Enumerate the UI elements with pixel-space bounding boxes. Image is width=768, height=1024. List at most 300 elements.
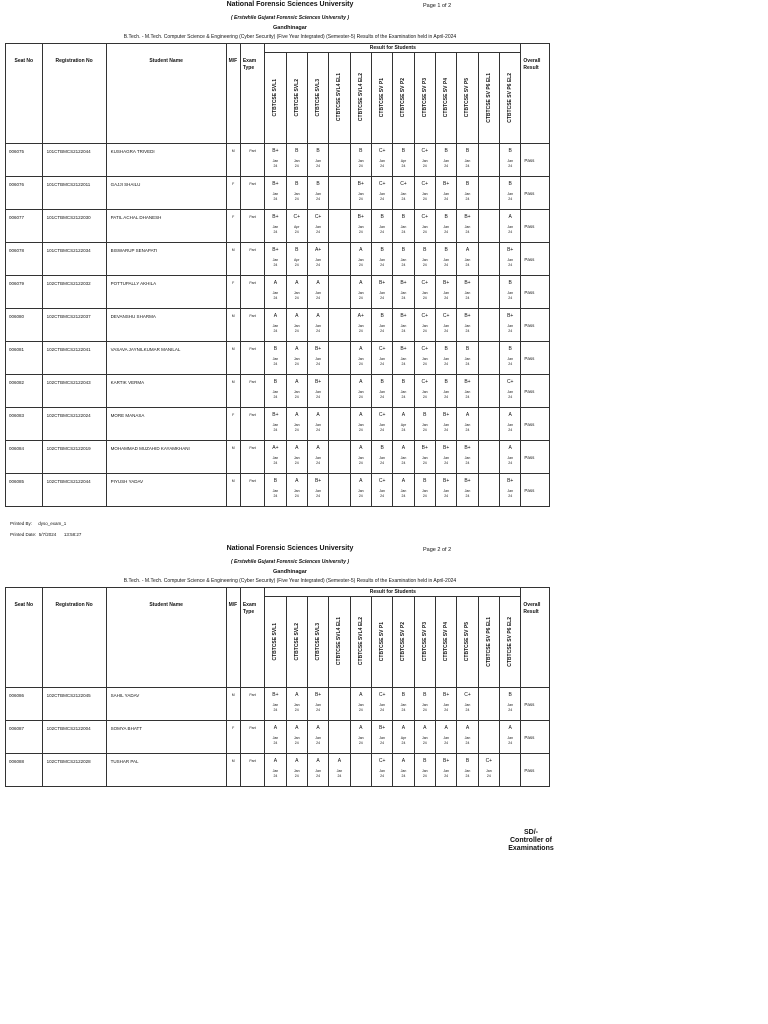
university-city: Gandhinagar [273,569,307,575]
gender: M [226,144,240,177]
grade: C+ [314,214,322,220]
grade-cell [265,754,286,787]
exam-session: Jan 24 [443,736,449,745]
grade-cell [329,754,350,787]
seat-no: 006088 [6,754,43,787]
grade-cell [478,754,499,787]
exam-type: Part [240,276,264,309]
results-table-page-2 [5,587,550,787]
overall-result: Pass [521,276,550,309]
grade: C+ [378,181,386,187]
grade: B [295,148,299,154]
grade-cell [371,474,392,507]
table-row [6,177,550,210]
subject-label: CTBTCSE SV P6 EL2 [507,616,514,667]
exam-session: Jan 24 [272,225,279,234]
student-name: SAHIL YADAV [106,688,226,721]
grade-cell [307,441,328,474]
exam-session: Jan 24 [443,258,449,267]
seat-no: 006075 [6,144,43,177]
grade-cell [414,721,435,754]
grade: B+ [400,313,407,319]
grade-cell [478,342,499,375]
exam-session: Jan 24 [272,703,279,712]
exam-session: Jan 24 [272,456,279,465]
grade: B+ [443,280,450,286]
grade-cell [457,144,478,177]
grade: A [359,692,363,698]
grade: B+ [272,247,279,253]
seat-no-header: Seat No [6,44,43,144]
exam-session: Jan 24 [464,423,471,432]
subject-label: CTBTCSE SVL4 EL1 [336,73,343,122]
subject-header [265,597,286,688]
grade: A [295,379,299,385]
grade-cell [457,754,478,787]
grade: B [401,214,406,220]
exam-type: Part [240,342,264,375]
grade: B+ [443,445,450,451]
subject-header [393,597,414,688]
grade-cell [500,210,521,243]
subject-label: CTBTCSE SVL3 [315,78,322,117]
grade-cell [435,688,456,721]
grade: B [508,280,512,286]
subject-header [435,597,456,688]
subject-header [457,53,478,144]
grade-cell [457,408,478,441]
grade: C+ [378,478,386,484]
exam-session: Jan 24 [379,456,385,465]
exam-type: Part [240,441,264,474]
grade-cell [329,210,350,243]
subject-header [329,53,350,144]
exam-session: Jan 24 [464,456,471,465]
grade-cell [329,243,350,276]
grade-cell [286,375,307,408]
exam-session: Jan 24 [315,390,321,399]
subject-label: CTBTCSE SV P2 [400,621,407,662]
exam-session: Jan 24 [400,456,407,465]
exam-session: Apr 24 [294,225,300,234]
registration-no: 102CTBMCS2122041 [42,342,106,375]
grade-cell [265,441,286,474]
grade: C+ [378,412,386,418]
grade: C+ [442,313,450,319]
exam-session: Jan 24 [293,736,300,745]
table-row [6,144,550,177]
grade: A [465,247,470,253]
grade: B [423,478,427,484]
grade-cell [265,474,286,507]
exam-session: Jan 24 [357,258,364,267]
student-name-header: Student Name [106,588,226,688]
grade-cell [371,375,392,408]
grade: A [295,692,299,698]
exam-type: Part [240,721,264,754]
overall-result: Pass [521,375,550,408]
seat-no: 006077 [6,210,43,243]
subject-header [500,53,521,144]
exam-session: Jan 24 [357,489,364,498]
exam-session: Jan 24 [379,489,385,498]
exam-type: Part [240,243,264,276]
grade-cell [371,688,392,721]
registration-no: 102CTBMCS2122028 [42,754,106,787]
grade: B [465,758,470,764]
grade-cell [307,243,328,276]
overall-result: Pass [521,243,550,276]
grade: C+ [421,148,429,154]
grade-cell [265,144,286,177]
grade-cell [286,721,307,754]
exam-session: Apr 24 [400,159,407,168]
grade: A [316,412,320,418]
exam-session: Jan 24 [507,225,514,234]
exam-session: Jan 24 [421,456,428,465]
grade-cell [457,688,478,721]
grade-cell [393,243,414,276]
grade-cell [500,309,521,342]
grade-cell [286,243,307,276]
grade: B [465,181,470,187]
grade-cell [478,243,499,276]
exam-session: Jan 24 [464,225,471,234]
grade-cell [350,721,371,754]
exam-session: Jan 24 [379,159,385,168]
exam-session: Jan 24 [315,324,321,333]
exam-session: Jan 24 [400,769,407,778]
grade: A [359,379,363,385]
exam-session: Jan 24 [357,225,364,234]
grade-cell [457,375,478,408]
grade: C+ [506,379,514,385]
university-city: Gandhinagar [273,25,307,31]
grade-cell [478,474,499,507]
grade-cell [457,441,478,474]
grade-cell [393,342,414,375]
grade-cell [307,309,328,342]
grade-cell [350,243,371,276]
printed-by: Printed By: dyso_exam_1 [10,521,67,526]
grade-cell [478,375,499,408]
grade-cell [265,177,286,210]
grade-cell [414,474,435,507]
exam-session: Jan 24 [400,192,407,201]
grade: B [508,148,512,154]
subject-label: CTBTCSE SV P3 [421,77,428,118]
grade-cell [393,177,414,210]
subject-label: CTBTCSE SV P4 [443,621,450,662]
exam-session: Jan 24 [272,291,279,300]
grade-cell [350,375,371,408]
overall-result: Pass [521,408,550,441]
grade: A [359,445,363,451]
grade: B [380,379,384,385]
grade-cell [457,210,478,243]
subject-label: CTBTCSE SV P6 EL1 [485,616,492,667]
exam-session: Jan 24 [272,192,279,201]
grade: B+ [464,445,471,451]
exam-session: Jan 24 [293,769,300,778]
grade-cell [329,342,350,375]
table-row [6,408,550,441]
grade-cell [350,276,371,309]
grade-cell [286,210,307,243]
grade-cell [500,276,521,309]
grade: B [423,692,427,698]
seat-no: 006085 [6,474,43,507]
exam-type-header: Exam Type [240,588,264,688]
grade: A [401,445,406,451]
grade: C+ [378,758,386,764]
seat-no: 006082 [6,375,43,408]
grade-cell [329,177,350,210]
grade-cell [414,688,435,721]
registration-no: 102CTBMCS2122045 [42,688,106,721]
exam-session: Jan 24 [507,390,514,399]
table-row [6,721,550,754]
subject-label: CTBTCSE SVL3 [315,622,322,661]
grade: B [401,692,406,698]
signature-block: SD/- Controller of Examinations [508,829,554,852]
exam-session: Jan 24 [400,291,407,300]
gender: F [226,408,240,441]
grade: B+ [464,280,471,286]
grade-cell [350,441,371,474]
exam-session: Jan 24 [336,769,343,778]
grade-cell [265,243,286,276]
gender: M [226,375,240,408]
grade-cell [265,408,286,441]
grade: B+ [443,692,450,698]
grade: B [273,478,278,484]
grade: B+ [443,758,450,764]
grade-cell [393,210,414,243]
seat-no: 006080 [6,309,43,342]
university-formerly: ( Erstwhile Gujarat Forensic Sciences University ) [230,15,350,21]
exam-session: Jan 24 [400,357,407,366]
grade: B+ [272,148,279,154]
grade-cell [329,441,350,474]
exam-session: Jan 24 [357,456,364,465]
grade-cell [265,342,286,375]
grade: B [423,412,427,418]
grade-cell [307,688,328,721]
exam-session: Jan 24 [507,703,514,712]
grade-cell [500,441,521,474]
exam-session: Jan 24 [400,324,407,333]
grade: C+ [421,379,429,385]
header-row [6,588,550,597]
grade-cell [457,177,478,210]
grade-cell [435,342,456,375]
grade: A [316,313,320,319]
grade: B [444,379,448,385]
grade: C+ [421,313,429,319]
grade: B [444,148,448,154]
grade: B+ [443,478,450,484]
subject-header [478,53,499,144]
subject-header [435,53,456,144]
exam-session: Jan 24 [272,423,279,432]
grade-cell [371,754,392,787]
grade-cell [329,474,350,507]
overall-result: Pass [521,688,550,721]
grade-cell [457,276,478,309]
grade-cell [329,688,350,721]
grade-cell [478,441,499,474]
grade: A [295,346,299,352]
table-row [6,309,550,342]
exam-session: Jan 24 [421,423,428,432]
exam-type: Part [240,210,264,243]
grade-cell [371,276,392,309]
grade: A [401,725,406,731]
grade-cell [500,375,521,408]
exam-session: Jan 24 [293,423,300,432]
grade-cell [371,441,392,474]
student-name: KUSHAGRA TRIVEDI [106,144,226,177]
exam-session: Jan 24 [421,736,428,745]
table-row [6,688,550,721]
exam-session: Apr 24 [400,423,407,432]
exam-session: Jan 24 [272,769,279,778]
grade: A [273,313,278,319]
grade: B+ [464,214,471,220]
grade: B [359,148,363,154]
exam-session: Jan 24 [357,324,364,333]
grade: A+ [314,247,322,253]
overall-result: Pass [521,144,550,177]
grade-cell [350,754,371,787]
registration-no: 102CTBMCS2122044 [42,474,106,507]
grade: B [316,148,320,154]
grade: A [359,346,363,352]
grade: C+ [400,181,407,187]
exam-session: Jan 24 [464,258,471,267]
exam-session: Jan 24 [293,159,300,168]
exam-session: Jan 24 [315,159,321,168]
grade-cell [265,375,286,408]
mf-header: M/F [226,588,240,688]
exam-session: Jan 24 [507,357,514,366]
grade-cell [329,276,350,309]
subject-header [350,597,371,688]
university-name: National Forensic Sciences University [226,545,354,552]
grade-cell [286,688,307,721]
grade-cell [435,375,456,408]
grade: B+ [378,725,386,731]
exam-session: Jan 24 [443,769,449,778]
exam-session: Jan 24 [357,192,364,201]
gender: M [226,342,240,375]
exam-session: Jan 24 [464,192,471,201]
grade-cell [307,721,328,754]
grade-cell [435,177,456,210]
exam-session: Jan 24 [272,390,279,399]
grade: B [380,445,384,451]
grade-cell [286,408,307,441]
grade-cell [414,177,435,210]
grade-cell [414,441,435,474]
grade-cell [478,276,499,309]
grade: B [508,346,512,352]
gender: M [226,474,240,507]
exam-session: Jan 24 [357,390,364,399]
grade-cell [371,408,392,441]
subject-label: CTBTCSE SVL2 [293,622,300,661]
grade-cell [350,408,371,441]
grade: B [444,247,448,253]
student-name: DEVANSHU SHARMA [106,309,226,342]
grade-cell [457,342,478,375]
grade-cell [478,408,499,441]
results-table-page-1 [5,43,550,507]
grade: B+ [507,313,514,319]
grade-cell [457,721,478,754]
grade: B+ [464,379,471,385]
exam-session: Jan 24 [464,703,471,712]
grade: B+ [314,379,322,385]
exam-session: Jan 24 [421,703,428,712]
exam-session: Jan 24 [379,736,385,745]
exam-session: Jan 24 [443,159,449,168]
exam-session: Jan 24 [379,324,385,333]
exam-session: Jan 24 [379,357,385,366]
grade: C+ [378,148,386,154]
exam-session: Jan 24 [315,456,321,465]
seat-no: 006079 [6,276,43,309]
grade-cell [435,754,456,787]
subject-label: CTBTCSE SVL2 [293,78,300,117]
grade-cell [286,309,307,342]
exam-session: Jan 24 [293,291,300,300]
grade: C+ [421,181,429,187]
grade-cell [478,210,499,243]
exam-session: Jan 24 [272,489,279,498]
exam-session: Jan 24 [272,159,279,168]
grade: A [295,478,299,484]
grade: B [401,247,406,253]
exam-type: Part [240,408,264,441]
grade-cell [435,144,456,177]
exam-session: Jan 24 [400,225,407,234]
exam-session: Jan 24 [315,258,321,267]
grade-cell [265,309,286,342]
grade-cell [500,754,521,787]
exam-session: Jan 24 [315,192,321,201]
gender: M [226,309,240,342]
grade-cell [307,144,328,177]
grade-cell [307,276,328,309]
subject-header [307,597,328,688]
grade-cell [350,309,371,342]
subject-label: CTBTCSE SVL4 EL2 [357,617,364,666]
grade-cell [393,688,414,721]
grade: A [359,412,363,418]
course-title: B.Tech. - M.Tech. Computer Science & Engineering (Cyber Security) (Five Year Integrated) (Semester-5) Results of the Examination held in April-2024 [123,34,457,40]
grade-cell [414,342,435,375]
grade: B+ [314,478,322,484]
grade-cell [350,342,371,375]
grade: A [423,725,427,731]
grade: C+ [421,346,429,352]
grade: A [337,758,342,764]
exam-session: Jan 24 [464,390,471,399]
grade: A [273,280,278,286]
grade-cell [435,474,456,507]
